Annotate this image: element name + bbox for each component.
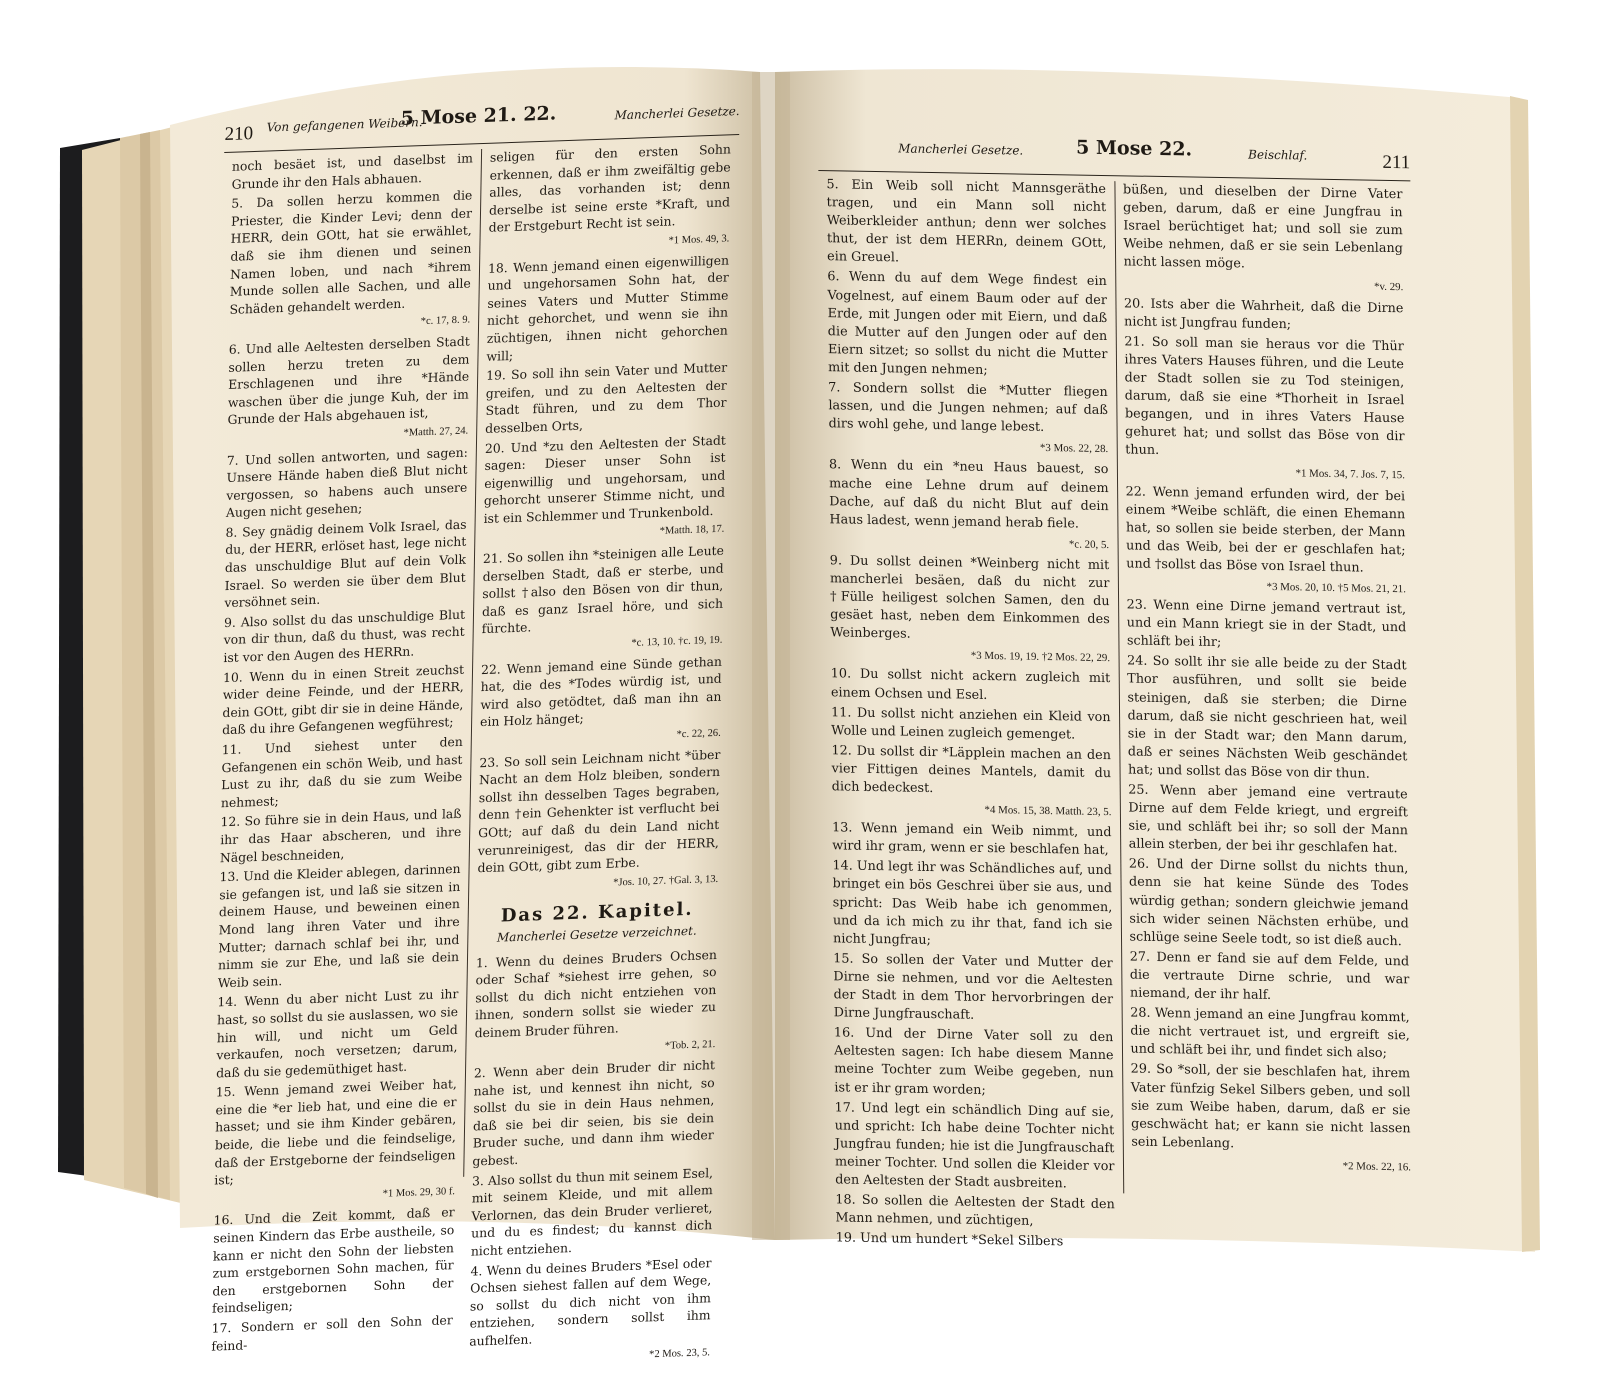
cross-reference: *1 Mos. 49, 3. [668,233,730,247]
verse-paragraph: 18. So sollen die Aeltesten der Stadt den Mann nehmen, und züchtigen, [835,1192,1115,1229]
verse-paragraph: 15. Wenn jemand zwei Weiber hat, eine die *er lieb hat, und eine die er hasset; und sie ihm Kinder gebären, beide, die liebe und die feindselige, daß der Erstgeborne der feindseligen ist; [214,1076,457,1188]
right-page [818,128,1419,1250]
chapter-summary: Mancherlei Gesetze verzeichnet. [496,923,697,945]
header-right-text: Mancherlei Gesetze. [614,104,740,123]
header-title: 5 Mose 22. [1076,136,1193,161]
verse-paragraph: 26. Und der Dirne sollst du nichts thun, denn sie hat keine Sünde des Todes würdig gethan; sondern gleichwie jemand sich wider seinen Nächsten erhübe, und schlüge seine Seele todt, so ist dieß auch. [1128,856,1409,949]
cross-reference: *3 Mos. 20, 10. †5 Mos. 21, 21. [1266,580,1406,596]
cross-reference: *3 Mos. 19, 19. †2 Mos. 22, 29. [970,650,1111,665]
verse-paragraph: 13. Und die Kleider ablegen, darinnen sie gefangen ist, und laß sie sitzen in deinem Hause, und beweinen einen Mond lang ihren Vater und ihre Mutter; darnach schlaf bei ihr, und nimm sie zur Ehe, und laß sie dein Weib sein. [217,861,461,991]
verse-paragraph: 16. Und der Dirne Vater soll zu den Aeltesten sagen: Ich habe diesem Manne meine Tochter zum Weibe gegeben, nun ist er ihr gram worden; [833,1025,1114,1098]
verse-paragraph: 23. So soll sein Leichnam nicht *über Nacht an dem Holz bleiben, sondern sollst ihn desselben Tages begraben, denn †ein Gehenkter ist verflucht bei GOtt; auf daß du dein Land nicht verunreinigest, das dir der HERR, dein GOtt, gibt zum Erbe. [477,746,721,876]
verse-paragraph: 16. Und die Zeit kommt, daß er seinen Kindern das Erbe austheile, so kann er nicht den Sohn der liebsten zum erstgebornen Sohn machen, für den erstgebornen Sohn der feindseligen; [211,1204,455,1317]
verse-paragraph: 14. Und legt ihr was Schändliches auf, und bringet ein bös Geschrei über sie aus, und spricht: Das Weib habe ich genommen, und da ich mich zu ihr that, fand ich sie nicht Jungfrau; [832,858,1113,948]
verse-paragraph: 27. Denn er fand sie auf dem Felde, und die vertraute Dirne schrie, und war niemand, der ihr half. [1129,949,1410,1003]
cross-reference: *2 Mos. 23, 5. [649,1346,711,1360]
cross-reference: *c. 13, 10. †c. 19, 19. [631,634,723,649]
verse-paragraph: 22. Wenn jemand eine Sünde gethan hat, die des *Todes würdig ist, und wird also getödtet, daß man ihn an ein Holz hänget; [479,653,723,730]
verse-paragraph: 15. So sollen der Vater und Mutter der Dirne sie nehmen, und vor die Aeltesten der Stadt in dem Thor hervorbringen der Dirne Jungfrauschaft. [833,951,1114,1023]
cross-reference: *4 Mos. 15, 38. Matth. 23, 5. [984,804,1112,819]
left-page-column-2 [463,140,739,1360]
verse-paragraph: 2. Wenn aber dein Bruder dir nicht nahe ist, und kennest ihn nicht, so sollst du sie in dein Haus nehmen, daß sie bei dir seien, bis sie dein Bruder suche, und dann ihm wieder gebest. [472,1057,716,1169]
verse-paragraph: 10. Wenn du in einen Streit zeuchst wider deine Feinde, und der HERR, dein GOtt, gibt dir sie in deine Hände, daß du ihre Gefangenen wegführest; [222,661,465,738]
header-left-text: Von gefangenen Weibern. [266,115,423,135]
chapter-heading: Das 22. Kapitel. [500,899,694,927]
verse-paragraph: 8. Wenn du ein *neu Haus bauest, so mache eine Lehne drum auf deinem Dache, auf daß du nicht Blut auf dein Haus ladest, wenn jemand herab fiele. [828,457,1109,532]
verse-paragraph: 5. Ein Weib soll nicht Mannsgeräthe tragen, und ein Mann soll nicht Weiberkleider anthun; denn wer solches thut, der ist dem HERRn, deinem GOtt, ein Greuel. [826,177,1107,266]
verse-paragraph: 1. Wenn du deines Bruders Ochsen oder Schaf *siehest irre gehen, so sollst du dich nicht entziehen von ihnen, sondern sollst sie wieder zu deinem Bruder führen. [474,946,718,1041]
verse-paragraph: 9. Also sollst du das unschuldige Blut von dir thun, daß du thust, was recht ist vor den Augen des HERRn. [223,606,466,666]
verse-paragraph: 7. Sondern sollst die *Mutter fliegen lassen, und die Jungen nehmen; auf daß dirs wohl gehe, und lange lebest. [828,380,1108,436]
header-right-text: Beischlaf. [1248,147,1308,163]
verse-paragraph: 12. So führe sie in dein Haus, und laß ihr das Haar abscheren, und ihre Nägel beschneiden, [219,806,462,865]
verse-paragraph: 17. Und legt ein schändlich Ding auf sie, und spricht: Ich habe deine Tochter nicht Jungfrau funden; hie ist die Jungfrauschaft meiner Tochter. Und sollen die Kleider vor den Aeltesten der Stadt ausbreiten. [834,1099,1115,1192]
cross-reference: *2 Mos. 22, 16. [1342,1160,1412,1174]
verse-paragraph: seligen für den ersten Sohn erkennen, daß er ihm zweifältig gebe alles, das vorhanden ist; denn derselbe ist seine erste *Kraft, und der Erstgeburt Recht ist sein. [488,141,732,236]
verse-paragraph: 12. Du sollst dir *Läpplein machen an den vier Fittigen deines Mantels, damit du dich bedeckest. [831,743,1112,797]
verse-paragraph: 4. Wenn du deines Bruders *Esel oder Ochsen siehest fallen auf dem Wege, so sollst du dich nicht von ihm entziehen, sondern sollst ihm aufhelfen. [469,1254,712,1349]
cross-reference: *1 Mos. 34, 7. Jos. 7, 15. [1295,467,1405,482]
verse-paragraph: 25. Wenn aber jemand eine vertraute Dirne auf dem Felde kriegt, und ergreift sie, und schläft bei ihr; so soll der Mann allein sterben, der bei ihr geschlafen hat. [1128,782,1409,857]
verse-paragraph: 24. So sollt ihr sie alle beide zu der Stadt Thor ausführen, und sollt sie beide steinigen, daß sie sterben; die Dirne darum, daß sie nicht geschrieen hat, weil sie in der Stadt war; den Mann darum, daß er seines Nächsten Weib geschändet hat; und sollst das Böse von dir thun. [1127,653,1408,782]
header-title: 5 Mose 21. 22. [400,102,557,130]
verse-paragraph: 29. So *soll, der sie beschlafen hat, ihrem Vater fünfzig Sekel Silbers geben, und soll sie zum Weibe haben, darum, daß er sie geschwächt hat; er kann sie nicht lassen sein Lebenlang. [1130,1061,1411,1152]
verse-paragraph: 20. Ists aber die Wahrheit, daß die Dirne nicht ist Jungfrau funden; [1123,295,1404,332]
cross-reference: *Matth. 27, 24. [403,425,469,439]
cross-reference: *c. 22, 26. [676,727,721,741]
verse-paragraph: 19. So soll ihn sein Vater und Mutter greifen, und zu den Aeltesten der Stadt führen, und zu dem Thor desselben Orts, [485,359,728,436]
cross-reference: *v. 29. [1374,281,1404,294]
left-page [206,92,740,1360]
verse-paragraph: 21. So sollen ihn *steinigen alle Leute derselben Stadt, daß er sterbe, und sollst †also den Bösen von dir thun, daß es ganz Israel höre, und sich fürchte. [481,542,725,637]
verse-paragraph: 20. Und *zu den Aeltesten der Stadt sagen: Dieser unser Sohn ist eigenwillig und ungehorsam, und gehorcht unserer Stimme nicht, und ist ein Schlemmer und Trunkenbold. [483,432,726,526]
verse-paragraph: 7. Und sollen antworten, und sagen: Unsere Hände haben dieß Blut nicht vergossen, so habens auch unsere Augen nicht gesehen; [225,444,468,521]
verse-paragraph: 11. Du sollst nicht anziehen ein Kleid von Wolle und Leinen zugleich gemenget. [831,704,1111,743]
verse-paragraph: 13. Wenn jemand ein Weib nimmt, und wird ihr gram, wenn er sie beschlafen hat, [832,820,1112,859]
verse-paragraph: 23. Wenn eine Dirne jemand vertraut ist, und ein Mann kriegt sie in der Stadt, und schläft bei ihr; [1126,597,1407,651]
header-left-text: Mancherlei Gesetze. [898,141,1024,158]
verse-paragraph: 6. Wenn du auf dem Wege findest ein Vogelnest, auf einem Baum oder auf der Erde, mit Jungen oder mit Eiern, und daß die Mutter auf den Jungen oder auf den Eiern sitzet; so sollst du nicht die Mutter mit den Jungen nehmen; [827,269,1108,378]
gutter-shadow [752,72,790,1240]
verse-paragraph: 18. Wenn jemand einen eigenwilligen und ungehorsamen Sohn hat, der seines Vaters und Mutter Stimme nicht gehorchet, und wenn sie ihn züchtigen, ihnen nicht gehorchen will; [486,251,730,364]
verse-paragraph: noch besäet ist, und daselbst im Grunde ihr den Hals abhauen. [231,150,474,192]
verse-paragraph: büßen, und dieselben der Dirne Vater geben, darum, daß er eine Jungfrau in Israel berüchtiget hat; und soll sie zum Weibe nehmen, daß er sie sein Lebenlang nicht lassen möge. [1122,182,1404,272]
verse-paragraph: 8. Sey gnädig deinem Volk Israel, das du, der HERR, erlöset hast, lege nicht das unschuldige Blut auf dein Volk Israel. So werden sie über dem Blut versöhnet sein. [224,516,467,611]
page-number: 210 [224,123,254,146]
cross-reference: *3 Mos. 22, 28. [1039,442,1109,456]
left-page-column-1 [206,149,481,1354]
verse-paragraph: 19. Und um hundert *Sekel Silbers [835,1230,1064,1250]
cross-reference: *Matth. 18, 17. [659,524,725,538]
cross-reference: *Jos. 10, 27. †Gal. 3, 13. [613,873,719,889]
cross-reference: *1 Mos. 29, 30 f. [382,1185,456,1200]
verse-paragraph: 3. Also sollst du thun mit seinem Esel, mit seinem Kleide, und mit allem Verlornen, das dein Bruder verlieret, und du es findest; du kannst dich nicht entziehen. [470,1164,714,1259]
verse-paragraph: 17. Sondern er soll den Sohn der feind- [211,1312,453,1354]
verse-paragraph: 11. Und siehest unter den Gefangenen ein schön Weib, und hast Lust zu ihr, daß du sie zum Weibe nehmest; [220,733,463,811]
cross-reference: *c. 17, 8. 9. [420,314,471,328]
page-number: 211 [1382,151,1411,174]
right-page-column-2 [1114,181,1419,1198]
right-page-column-1 [818,176,1122,1250]
cross-reference: *c. 20, 5. [1068,538,1110,551]
verse-paragraph: 6. Und alle Aeltesten derselben Stadt sollen herzu treten zu dem Erschlagenen und ihre *Hände waschen über die junge Kuh, der im Grunde der Hals abgehauen ist, [227,333,470,428]
cross-reference: *Tob. 2, 21. [664,1038,716,1052]
verse-paragraph: 10. Du sollst nicht ackern zugleich mit einem Ochsen und Esel. [830,666,1111,703]
verse-paragraph: 5. Da sollen herzu kommen die Priester, die Kinder Levi; denn der HERR, dein GOtt, hat sie erwählet, daß sie ihm dienen und seinen Namen loben, und nach *ihrem Munde sollen alle Sachen, und alle Schäden gehandelt werden. [229,187,473,317]
verse-paragraph: 28. Wenn jemand an eine Jungfrau kommt, die nicht vertrauet ist, und ergreift sie, und schläft bei ihr, und findet sich also; [1130,1005,1410,1062]
verse-paragraph: 9. Du sollst deinen *Weinberg nicht mit mancherlei besäen, daß du nicht zur †Fülle heiligest solchen Samen, den du gesäet hast, neben dem Einkommen des Weinberges. [829,553,1110,642]
verse-paragraph: 14. Wenn du aber nicht Lust zu ihr hast, so sollst du sie auslassen, wo sie hin will, und nicht um Geld verkaufen, noch versetzen; darum, daß du sie gedemüthiget hast. [216,986,459,1081]
verse-paragraph: 22. Wenn jemand erfunden wird, der bei einem *Weibe schläft, die einen Ehemann hat, so sollen sie beide sterben, der Mann und das Weib, bei der er geschlafen hat; und †sollst das Böse von Israel thun. [1125,483,1406,576]
verse-paragraph: 21. So soll man sie heraus vor die Thür ihres Vaters Hauses führen, und die Leute der Stadt sollen sie zu Tod steinigen, darum, daß sie eine *Thorheit in Israel begangen, und in ihres Vaters Hause gehuret hat; und sollst das Böse von dir thun. [1124,334,1405,459]
